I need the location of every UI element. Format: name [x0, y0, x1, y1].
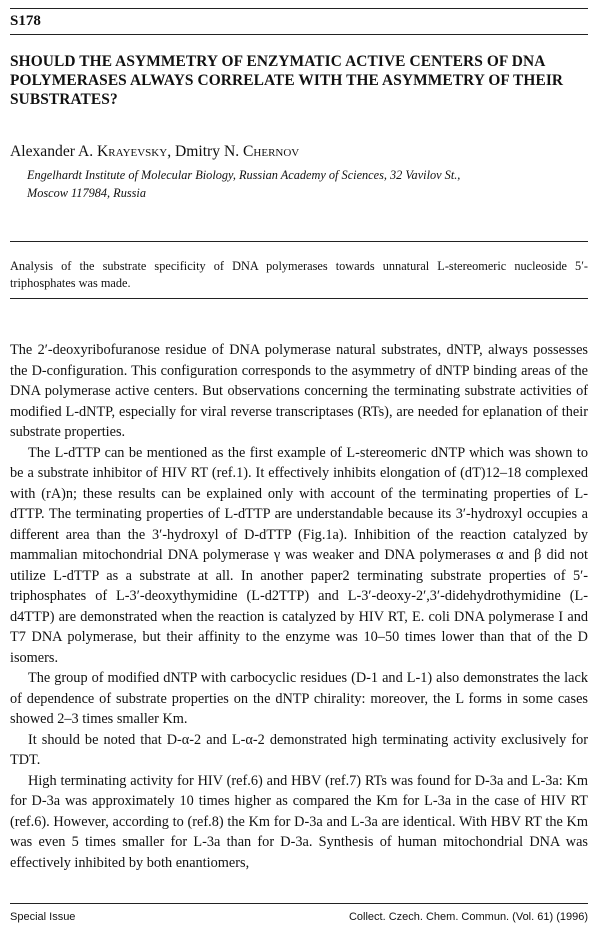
affiliation-line-2: Moscow 117984, Russia — [27, 186, 146, 200]
footer-rule — [10, 903, 588, 904]
body-paragraph-5: High terminating activity for HIV (ref.6) and HBV (ref.7) RTs was found for D-3a and L-3a: Km for D-3a was approximately 10 times higher as compared the Km for L-3a in the case of HIV RT (ref.6). However, according to (ref.8) the Km for D-3a and L-3a are identical. With HBV RT the Km was even 5 times smaller for L-3a than for D-3a. Synthesis of human mitochondrial DNA was effectively inhibited by both enantiomers, — [10, 772, 588, 871]
abstract-bottom-rule — [10, 298, 588, 299]
top-rule — [10, 8, 588, 9]
page-number: S178 — [10, 13, 41, 29]
author-2-family: Chernov — [243, 143, 300, 160]
article-title: SHOULD THE ASYMMETRY OF ENZYMATIC ACTIVE CENTERS OF DNA POLYMERASES ALWAYS CORRELATE WITH THE ASYMMETRY OF THEIR SUBSTRATES? — [10, 53, 564, 108]
footer-right: Collect. Czech. Chem. Commun. (Vol. 61) (1996) — [348, 911, 588, 923]
author-list — [10, 143, 299, 161]
abstract: Analysis of the substrate specificity of DNA polymerases towards unnatural L-stereomeric nucleoside 5′-triphosphates was made. — [10, 259, 588, 290]
affiliation-line-1: Engelhardt Institute of Molecular Biology, Russian Academy of Sciences, 32 Vavilov St., — [27, 168, 461, 182]
article-body — [10, 340, 588, 873]
body-paragraph-1: The 2′-deoxyribofuranose residue of DNA polymerase natural substrates, dNTP, always possesses the D-configuration. This configuration corresponds to the asymmetry of dNTP binding areas of the DNA polymerase active centers. But observations concerning the terminating substrate activities of modified L-dNTP, especially for viral reverse transcriptases (RTs), are needed for eplanation of their substrate properties. — [10, 342, 588, 440]
author-2-given: Dmitry N. — [175, 143, 244, 160]
abstract-top-rule — [10, 241, 588, 242]
body-paragraph-2: The L-dTTP can be mentioned as the first example of L-stereomeric dNTP which was shown to be a substrate inhibitor of HIV RT (ref.1). It effectively inhibits elongation of (dT)12–18 complexed with (rA)n; these results can be explained only with account of the terminating properties of L-dTTP. The terminating properties of L-dTTP are understandable because its 3′-hydroxyl occupies a different area than the 3′-hydroxyl of D-dTTP (Fig.1a). Inhibition of the reaction catalyzed by mammalian mitochondrial DNA polymerase γ was weaker and DNA polymerases α and β did not utilize L-dTTP as a substrate at all. In another paper2 terminating substrate properties of 5′-triphosphates of L-3′-deoxythymidine (L-d2TTP) and L-3′-deoxy-2′,3′-didehydrothymidine (L-d4TTP) are demonstrated when the reaction is catalyzed by HIV RT, E. coli DNA polymerase I and T7 DNA polymerase, but their affinity to the enzyme was 10–50 times lower than that of the D isomers. — [10, 444, 588, 666]
affiliation — [27, 166, 587, 202]
author-separator: , — [167, 143, 175, 160]
header-rule — [10, 34, 588, 35]
body-paragraph-4: It should be noted that D-α-2 and L-α-2 demonstrated high terminating activity exclusively for TDT. — [10, 731, 588, 768]
footer-left: Special Issue — [10, 911, 76, 923]
author-1-family: Krayevsky — [97, 143, 168, 160]
body-paragraph-3: The group of modified dNTP with carbocyclic residues (D-1 and L-1) also demonstrates the lack of dependence of substrate properties on the dNTP chirality: moreover, the L forms in some cases showed 2–3 times smaller Km. — [10, 670, 588, 727]
author-1-given: Alexander A. — [10, 143, 98, 160]
